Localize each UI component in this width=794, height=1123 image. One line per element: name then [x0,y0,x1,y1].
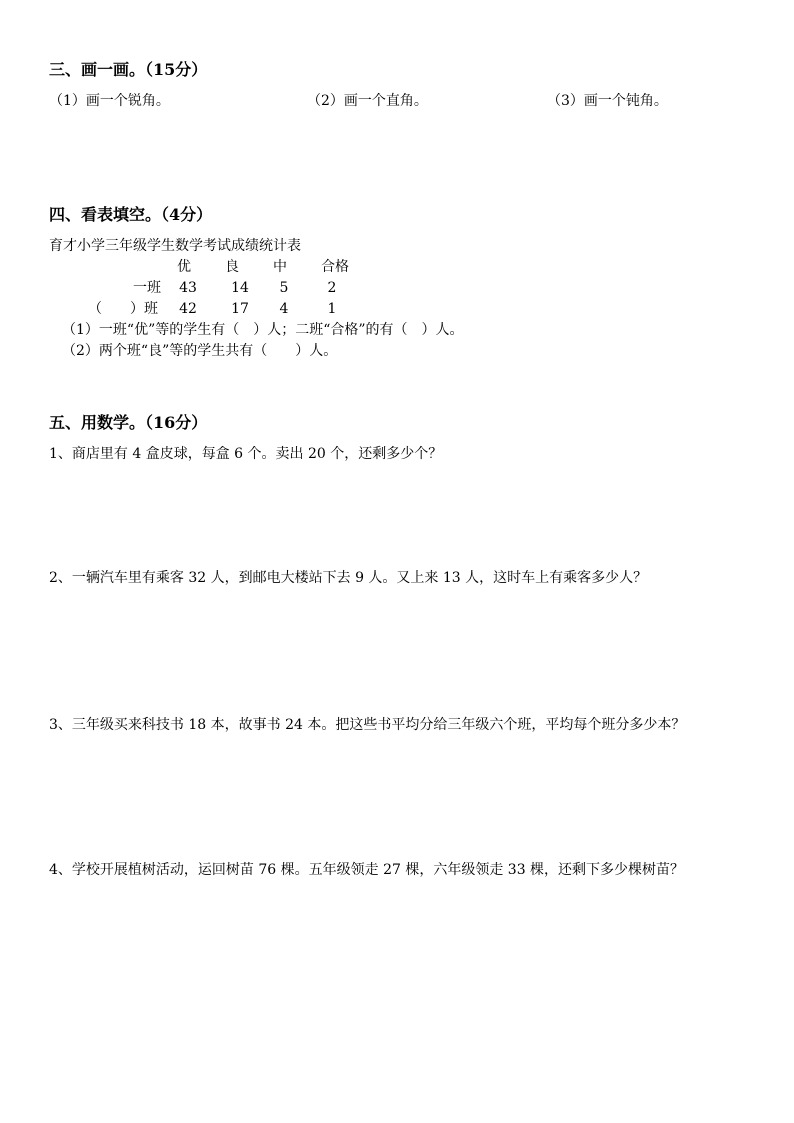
section4-heading: 四、看表填空。（4分） [49,205,213,224]
table-header-liang: 良 [225,259,239,275]
table-cell: 2 [327,280,337,296]
section4-question-2: （2）两个班“良”等的学生共有（ ）人。 [62,343,338,359]
section3-heading: 三、画一画。（15分） [49,60,208,79]
table-row-label-2: （ ）班 [88,301,158,317]
table-cell: 4 [279,301,289,317]
section5-heading: 五、用数学。（16分） [49,413,208,432]
table-cell: 43 [179,280,197,296]
word-problem-4: 4、学校开展植树活动，运回树苗 76 棵。五年级领走 27 棵，六年级领走 33 棵，还剩下多少棵树苗？ [49,862,685,878]
table-row-label-1: 一班 [133,280,161,296]
table-header-hege: 合格 [321,259,349,275]
table-cell: 42 [179,301,197,317]
section3-item-1: （1）画一个锐角。 [49,93,170,109]
table-cell: 14 [231,280,249,296]
section3-item-3: （3）画一个钝角。 [547,93,668,109]
section4-question-1: （1）一班“优”等的学生有（ ）人；二班“合格”的有（ ）人。 [62,322,464,338]
table-header-zhong: 中 [273,259,287,275]
table-header-you: 优 [177,259,191,275]
word-problem-1: 1、商店里有 4 盒皮球，每盒 6 个。卖出 20 个，还剩多少个？ [49,446,443,462]
table-cell: 1 [327,301,337,317]
word-problem-3: 3、三年级买来科技书 18 本，故事书 24 本。把这些书平均分给三年级六个班，平均每个班分多少本？ [49,717,686,733]
table-cell: 17 [231,301,249,317]
table-title: 育才小学三年级学生数学考试成绩统计表 [49,238,301,254]
section3-item-2: （2）画一个直角。 [307,93,428,109]
table-cell: 5 [279,280,289,296]
word-problem-2: 2、一辆汽车里有乘客 32 人，到邮电大楼站下去 9 人。又上来 13 人，这时车上有乘客多少人？ [49,570,648,586]
